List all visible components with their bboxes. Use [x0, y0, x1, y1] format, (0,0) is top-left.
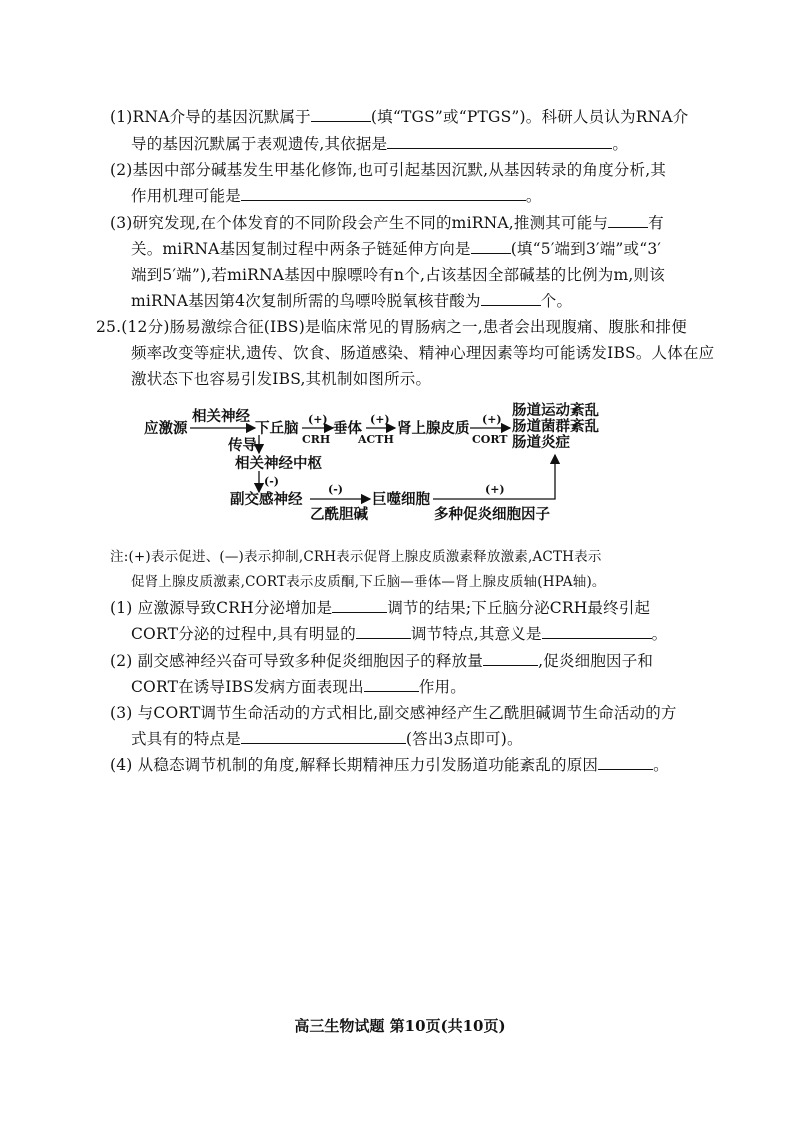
q25-part3-line1: (3) 与CORT调节生命活动的方式相比,副交感神经产生乙酰胆碱调节生命活动的方	[110, 704, 677, 722]
answer-blank[interactable]	[542, 624, 652, 639]
answer-blank[interactable]	[311, 107, 371, 122]
answer-blank[interactable]	[387, 134, 612, 149]
answer-blank[interactable]	[598, 755, 653, 770]
ach-label: 乙酰胆碱	[310, 506, 368, 523]
parasympathetic-label: 副交感神经	[230, 491, 303, 508]
note-line2: 促肾上腺皮质激素,CORT表示皮质酮,下丘脑—垂体—肾上腺皮质轴(HPA轴)。	[131, 574, 606, 590]
answer-blank[interactable]	[241, 186, 526, 201]
q24-part3-line4: miRNA基因第4次复制所需的鸟嘌呤脱氧核苷酸为 个。	[131, 292, 573, 310]
adrenal-cortex-label: 肾上腺皮质	[397, 420, 470, 437]
minus-sign: (-)	[328, 483, 343, 496]
answer-blank[interactable]	[241, 729, 406, 744]
answer-blank[interactable]	[471, 239, 511, 254]
q24-part3-line2: 关。miRNA基因复制过程中两条子链延伸方向是 (填“5′端到3′端”或“3′	[131, 240, 662, 258]
q25-part2-line1: (2) 副交感神经兴奋可导致多种促炎细胞因子的释放量 ,促炎细胞因子和	[110, 652, 654, 670]
ibs-mechanism-diagram	[130, 395, 630, 530]
plus-sign: (+)	[482, 413, 502, 426]
minus-sign: (-)	[264, 475, 279, 488]
crh-label: CRH	[302, 433, 331, 446]
plus-sign: (+)	[370, 413, 390, 426]
q25-part4-line1: (4) 从稳态调节机制的角度,解释长期精神压力引发肠道功能紊乱的原因 。	[110, 756, 669, 774]
q25-intro-line3: 激状态下也容易引发IBS,其机制如图所示。	[131, 370, 432, 388]
q25-intro-line1: 25.(12分)肠易激综合征(IBS)是临床常见的胃肠病之一,患者会出现腹痛、腹胀和排便	[96, 318, 687, 336]
hypothalamus-label: 下丘脑	[255, 420, 299, 437]
cort-label: CORT	[472, 433, 508, 446]
q24-part1-line1: (1)RNA介导的基因沉默属于 (填“TGS”或“PTGS”)。科研人员认为RNA介	[110, 108, 689, 126]
q24-part1-line2: 导的基因沉默属于表观遗传,其依据是 。	[131, 135, 629, 153]
q25-part1-line1: (1) 应激源导致CRH分泌增加是 调节的结果;下丘脑分泌CRH最终引起	[110, 599, 651, 617]
stressor-label: 应激源	[144, 420, 188, 437]
plus-sign: (+)	[485, 483, 505, 496]
q25-part3-line2: 式具有的特点是 (答出3点即可)。	[131, 730, 523, 748]
answer-blank[interactable]	[364, 677, 419, 692]
outcome-flora: 肠道菌群紊乱	[512, 418, 599, 435]
q25-part1-line2: CORT分泌的过程中,具有明显的 调节特点,其意义是 。	[131, 625, 668, 643]
q24-part2-line2: 作用机理可能是 。	[131, 187, 542, 205]
q24-part3-line3: 端到5′端”),若miRNA基因中腺嘌呤有n个,占该基因全部碱基的比例为m,则该	[131, 266, 665, 284]
acth-label: ACTH	[358, 433, 394, 446]
q25-intro-line2: 频率改变等症状,遗传、饮食、肠道感染、精神心理因素等均可能诱发IBS。人体在应	[131, 344, 715, 362]
page-footer: 高三生物试题 第10页(共10页)	[294, 1017, 506, 1035]
outcome-motility: 肠道运动紊乱	[512, 402, 599, 419]
note-line1: 注:(+)表示促进、(—)表示抑制,CRH表示促肾上腺皮质激素释放激素,ACTH表示	[110, 549, 602, 565]
cytokines-label: 多种促炎细胞因子	[434, 506, 550, 523]
macrophage-label: 巨噬细胞	[372, 491, 430, 508]
q25-part2-line2: CORT在诱导IBS发病方面表现出 作用。	[131, 678, 466, 696]
center-label: 相关神经中枢	[235, 455, 322, 472]
answer-blank[interactable]	[608, 213, 648, 228]
plus-sign: (+)	[308, 413, 328, 426]
answer-blank[interactable]	[332, 598, 387, 613]
answer-blank[interactable]	[481, 291, 541, 306]
answer-blank[interactable]	[356, 624, 411, 639]
answer-blank[interactable]	[483, 651, 538, 666]
outcome-inflammation: 肠道炎症	[512, 434, 570, 451]
pituitary-label: 垂体	[333, 420, 362, 437]
nerve-label: 相关神经	[192, 408, 250, 425]
q24-part3-line1: (3)研究发现,在个体发育的不同阶段会产生不同的miRNA,推测其可能与 有	[110, 214, 664, 232]
q24-part2-line1: (2)基因中部分碱基发生甲基化修饰,也可引起基因沉默,从基因转录的角度分析,其	[110, 161, 667, 179]
conduct-label: 传导	[228, 437, 257, 454]
